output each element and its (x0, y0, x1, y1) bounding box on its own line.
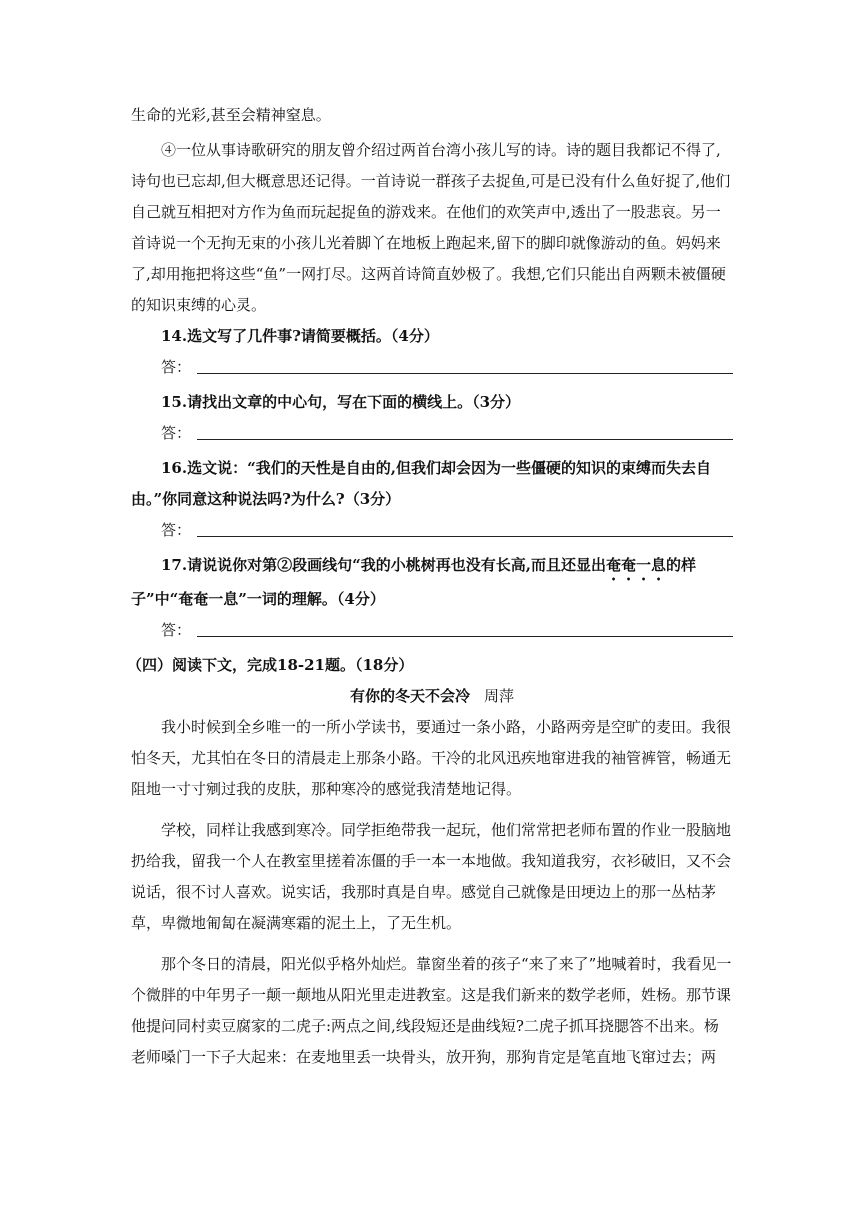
answer-line-17[interactable] (131, 615, 733, 646)
question-15: 15.请找出文章的中心句，写在下面的横线上。（3分） (161, 393, 521, 411)
question-17-post: 的样子”中“奄奄一息”一词的理解。（4分） (131, 556, 696, 608)
article-paragraph-3: 那个冬日的清晨，阳光似乎格外灿烂。靠窗坐着的孩子“来了来了”地喊着时，我看见一个微胖的中年男子一颠一颠地从阳光里走进教室。这是我们新来的数学老师，姓杨。那节课他提问同村卖豆腐家的二虎子:两点之间,线段短还是曲线短?二虎子抓耳挠腮答不出来。杨老师嗓门一下子大起来：在麦地里丢一块骨头，放开狗，那狗肯定是笔直地飞窜过去；两 (131, 955, 732, 1066)
passage-line: 生命的光彩,甚至会精神窒息。 (131, 106, 331, 124)
answer-line-15[interactable] (131, 418, 733, 449)
article-paragraph-1: 我小时候到全乡唯一的一所小学读书，要通过一条小路，小路两旁是空旷的麦田。我很怕冬天，尤其怕在冬日的清晨走上那条小路。干冷的北风迅疾地窜进我的袖管裤管，畅通无阻地一寸寸剜过我的皮肤，那种寒冷的感觉我清楚地记得。 (131, 718, 732, 798)
answer-label: 答： (161, 621, 192, 639)
passage-paragraph-4: ④一位从事诗歌研究的朋友曾介绍过两首台湾小孩儿写的诗。诗的题目我都记不得了,诗句也已忘却,但大概意思还记得。一首诗说一群孩子去捉鱼,可是已没有什么鱼好捉了,他们自己就互相把对方作为鱼而玩起捉鱼的游戏来。在他们的欢笑声中,透出了一股悲哀。另一首诗说一个无拘无束的小孩儿光着脚丫在地板上跑起来,留下的脚印就像游动的鱼。妈妈来了,却用拖把将这些“鱼”一网打尽。这两首诗简直妙极了。我想,它们只能出自两颗未被僵硬的知识束缚的心灵。 (131, 141, 731, 314)
question-14: 14.选文写了几件事?请简要概括。（4分） (161, 327, 439, 345)
answer-line-16[interactable] (131, 515, 733, 546)
article-title-text: 有你的冬天不会冷 (349, 687, 470, 705)
question-17 (131, 550, 733, 615)
answer-label: 答： (161, 424, 192, 442)
question-17-dotted-term: 奄奄一息 (605, 556, 666, 574)
question-16: 16.选文说：“我们的天性是自由的,但我们却会因为一些僵硬的知识的束缚而失去自由。”你同意这种说法吗?为什么?（3分） (131, 459, 711, 508)
article-paragraph-2: 学校，同样让我感到寒冷。同学拒绝带我一起玩，他们常常把老师布置的作业一股脑地扔给我，留我一个人在教室里搓着冻僵的手一本一本地做。我知道我穷，衣衫破旧，又不会说话，很不讨人喜欢。说实话，我那时真是自卑。感觉自己就像是田埂边上的那一丛枯茅草，卑微地匍匐在凝满寒霜的泥土上，了无生机。 (131, 821, 732, 932)
answer-label: 答： (161, 358, 192, 376)
article-author: 周萍 (484, 687, 515, 705)
answer-rule (197, 536, 733, 537)
answer-rule (197, 439, 733, 440)
answer-line-14[interactable] (131, 352, 733, 383)
question-17-pre: 17.请说说你对第②段画线句“我的小桃树再也没有长高,而且还显出 (161, 556, 606, 574)
answer-label: 答： (161, 521, 192, 539)
answer-rule (197, 373, 733, 374)
document-body (127, 100, 733, 1073)
article-title (131, 681, 733, 712)
answer-rule (197, 636, 733, 637)
section-4-heading: （四）阅读下文，完成18-21题。（18分） (127, 656, 414, 674)
